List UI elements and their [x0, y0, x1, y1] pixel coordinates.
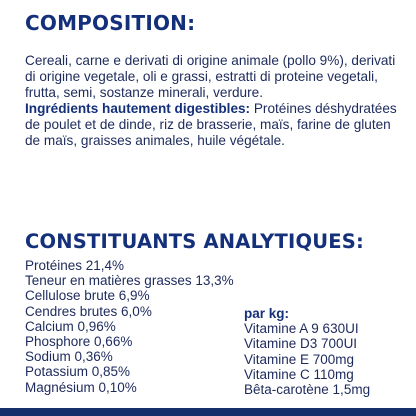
bottom-bar: [0, 408, 416, 416]
analytics-item: Phosphore 0,66%: [25, 334, 133, 350]
analytics-list: [25, 258, 234, 395]
vitamins-heading: par kg:: [244, 306, 290, 321]
vitamin-item: Vitamine C 110mg: [244, 366, 354, 382]
analytics-item: Potassium 0,85%: [25, 364, 131, 380]
vitamins-list: [244, 306, 370, 397]
composition-paragraph: Cereali, carne e derivati di origine animale (pollo 9%), derivati di origine vegetale, oli e grassi, estratti di proteine vegetali, frutta, semi, sostanze minerali, verdure.: [25, 53, 396, 100]
vitamin-item: Bêta-carotène 1,5mg: [244, 382, 371, 398]
vitamin-item: Vitamine D3 700UI: [244, 336, 358, 352]
digestible-ingredients-text: Protéines déshydratées de poulet et de dinde, riz de brasserie, maïs, farine de gluten de maïs, graisses animales, huile végétale.: [25, 101, 397, 148]
analytics-item: Protéines 21,4%: [25, 258, 125, 273]
analytics-item: Calcium 0,96%: [25, 318, 116, 334]
analytics-item: Sodium 0,36%: [25, 349, 113, 365]
analytics-item: Cendres brutes 6,0%: [25, 303, 152, 319]
vitamin-item: Vitamine A 9 630UI: [244, 321, 359, 337]
digestible-ingredients-paragraph: [25, 101, 405, 149]
analytics-item: Magnésium 0,10%: [25, 379, 137, 395]
composition-title: COMPOSITION:: [25, 11, 196, 35]
vitamin-item: Vitamine E 700mg: [244, 351, 355, 367]
composition-text: [25, 53, 405, 149]
analytics-title: CONSTITUANTS ANALYTIQUES:: [25, 230, 365, 253]
digestible-ingredients-label: Ingrédients hautement digestibles:: [25, 101, 251, 116]
analytics-item: Teneur en matières grasses 13,3%: [25, 273, 234, 289]
analytics-item: Cellulose brute 6,9%: [25, 288, 150, 304]
